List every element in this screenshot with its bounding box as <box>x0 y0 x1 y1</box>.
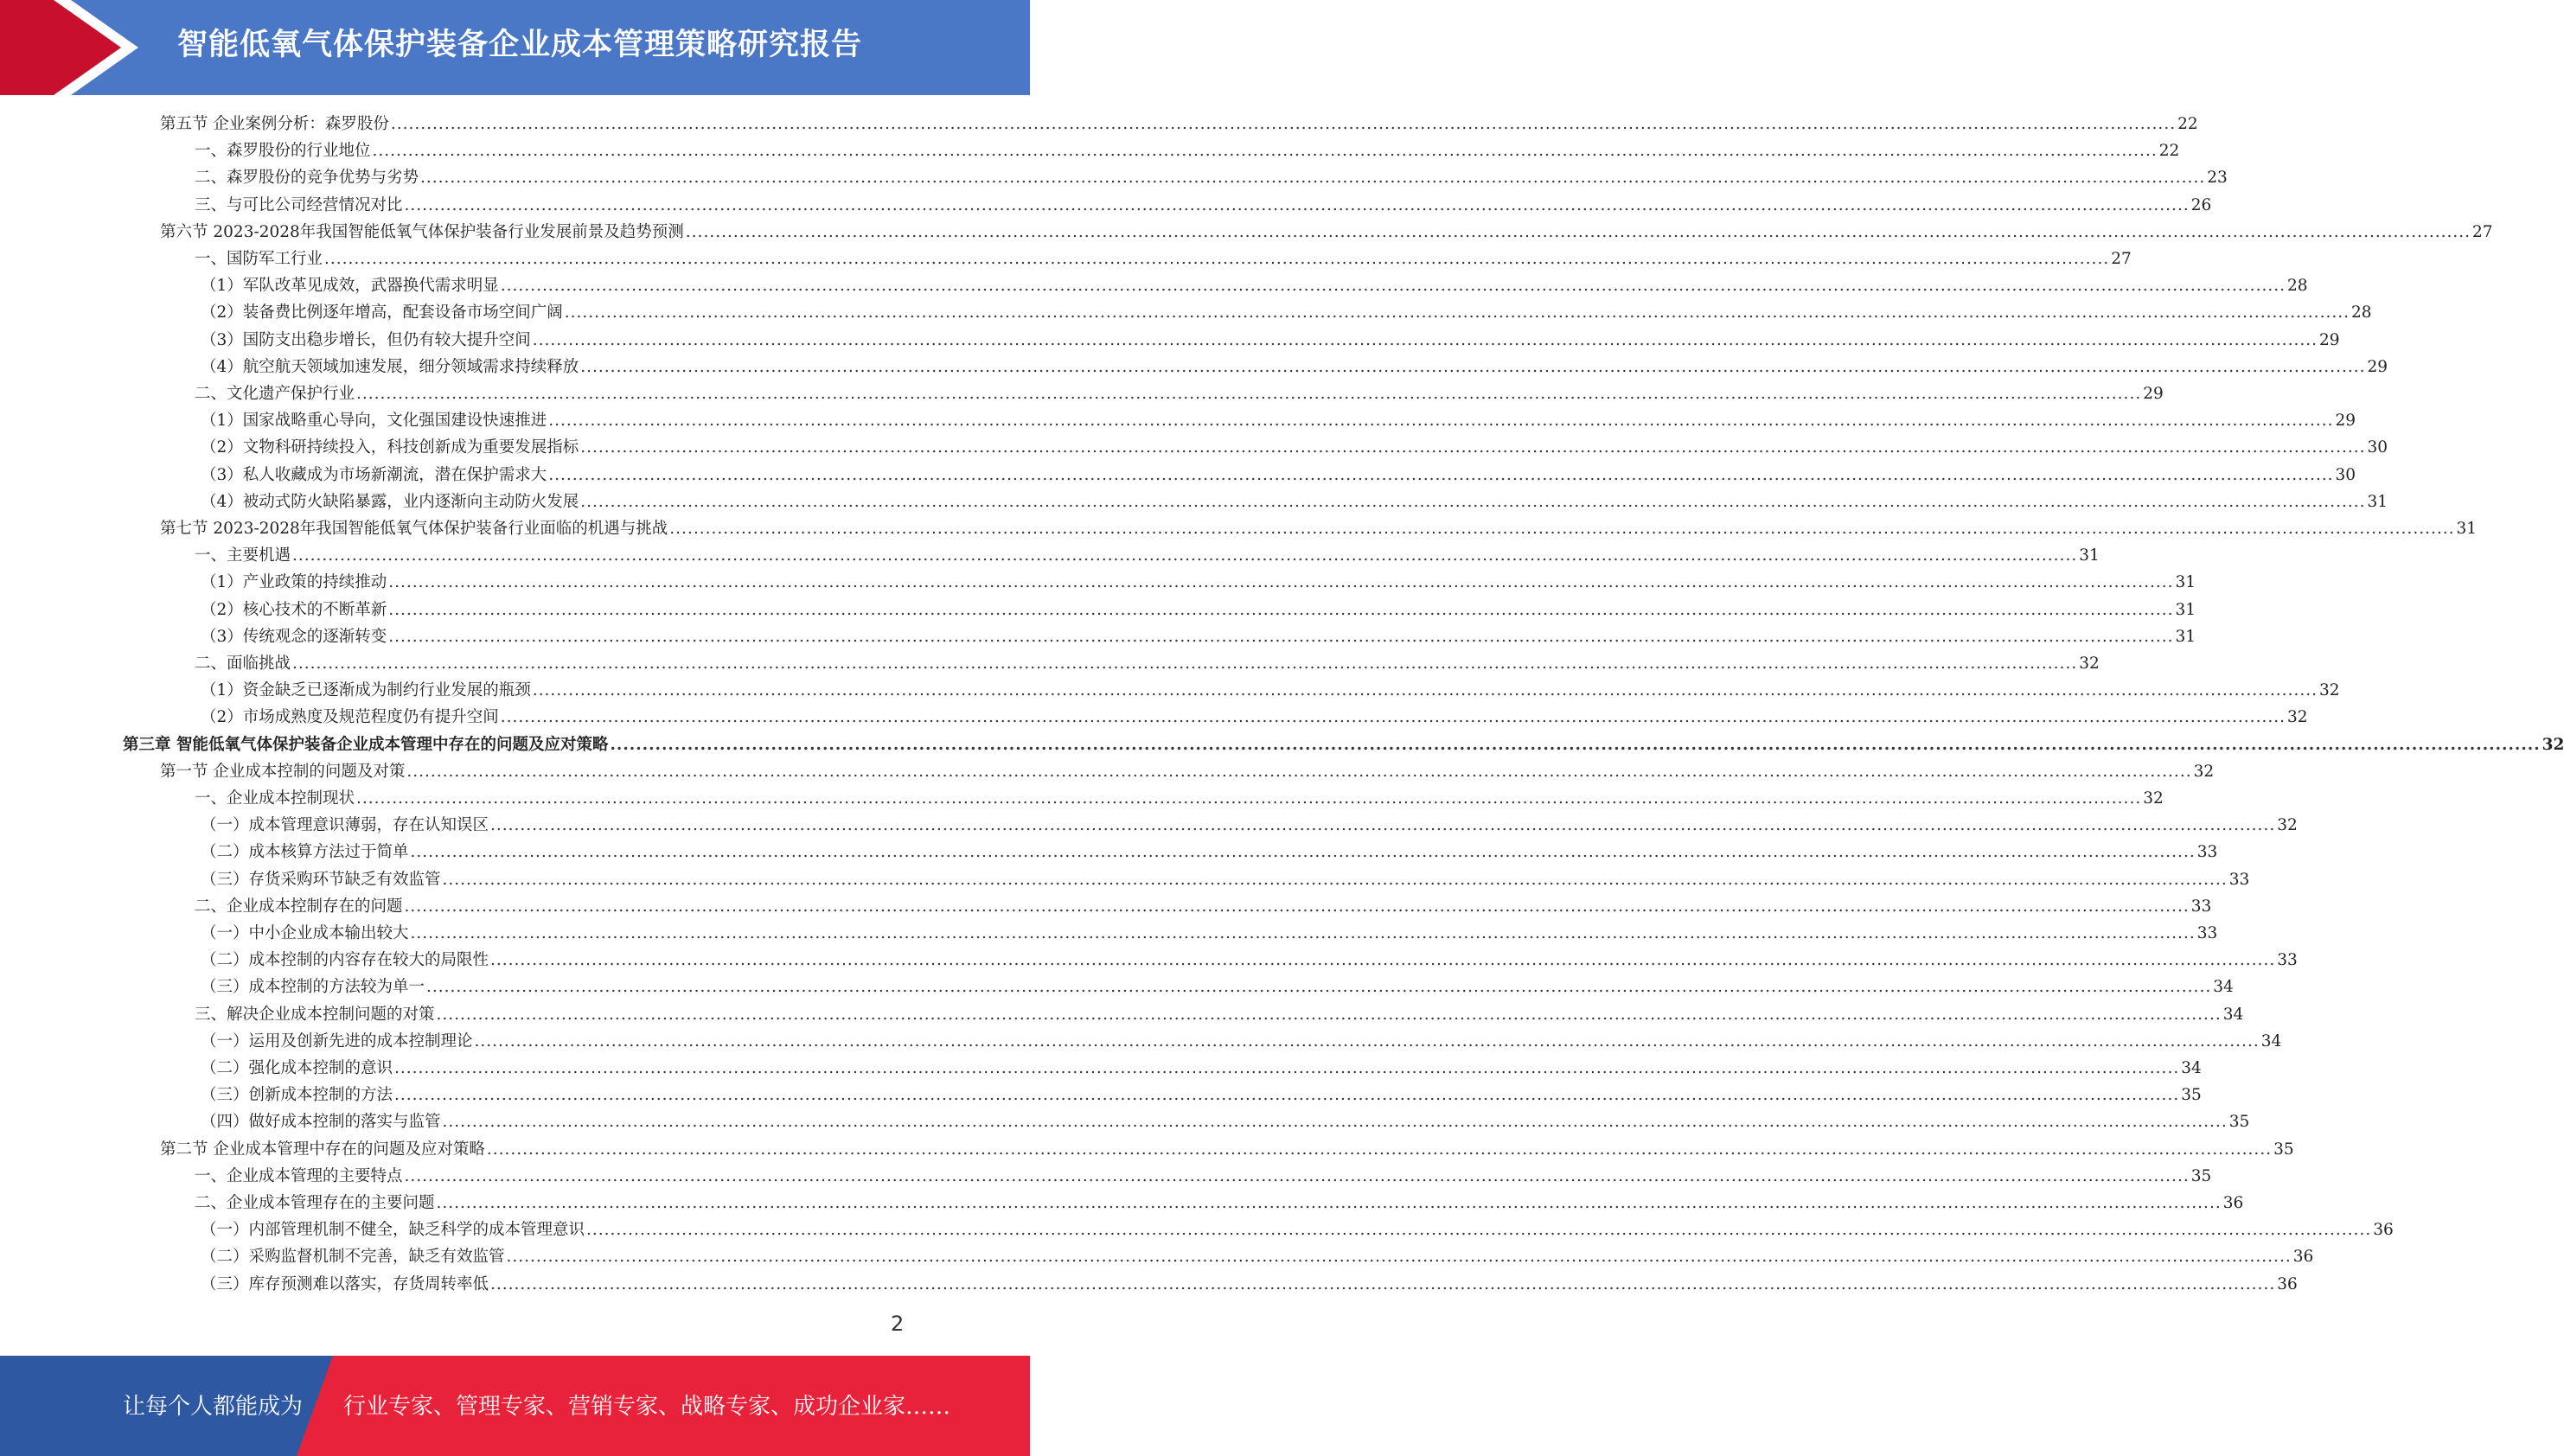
toc-entry-page: 34 <box>2260 1031 2282 1050</box>
toc-entry-page: 31 <box>2079 546 2100 565</box>
toc-entry-title: （3）传统观念的逐渐转变 <box>201 627 387 646</box>
toc-entry-title: （三）创新成本控制的方法 <box>201 1086 393 1105</box>
toc-entry-title: 第六节 2023-2028年我国智能低氧气体保护装备行业发展前景及趋势预测 <box>160 222 684 241</box>
toc-entry[interactable] <box>201 1243 2314 1270</box>
toc-entry-page: 34 <box>2181 1059 2202 1077</box>
toc-entry-title: （一）成本管理意识薄弱，存在认知误区 <box>201 816 489 835</box>
toc-entry-page: 33 <box>2190 897 2212 916</box>
toc-entry-page: 31 <box>2456 520 2478 538</box>
toc-entry[interactable] <box>160 1136 2294 1163</box>
toc-entry-title: 一、企业成本控制现状 <box>195 789 355 808</box>
header-red-chevron <box>0 0 128 95</box>
toc-leader-dots: ............................................................................................................................................................................................................................................................................................................ <box>442 1113 2228 1132</box>
toc-entry[interactable] <box>201 1217 2394 1243</box>
toc-entry-title: 一、企业成本管理的主要特点 <box>195 1166 403 1185</box>
toc-leader-dots: ............................................................................................................................................................................................................................................................................................................ <box>669 520 2455 538</box>
toc-entry[interactable] <box>201 974 2234 1000</box>
toc-leader-dots: ............................................................................................................................................................................................................................................................................................................ <box>500 277 2286 296</box>
toc-entry-page: 33 <box>2277 951 2298 970</box>
toc-entry-page: 29 <box>2143 385 2164 403</box>
toc-entry[interactable] <box>201 462 2356 489</box>
toc-entry-title: （三）成本控制的方法较为单一 <box>201 978 425 997</box>
toc-leader-dots: ............................................................................................................................................................................................................................................................................................................ <box>394 1059 2180 1077</box>
toc-entry[interactable] <box>201 677 2340 704</box>
toc-leader-dots: ............................................................................................................................................................................................................................................................................................................ <box>580 357 2366 376</box>
toc-leader-dots: ............................................................................................................................................................................................................................................................................................................ <box>490 1274 2276 1293</box>
toc-entry[interactable] <box>201 489 2388 515</box>
toc-entry-page: 35 <box>2273 1140 2294 1159</box>
toc-entry[interactable] <box>201 1028 2282 1055</box>
toc-leader-dots: ............................................................................................................................................................................................................................................................................................................ <box>388 627 2174 646</box>
toc-entry-title: 第三章 智能低氧气体保护装备企业成本管理中存在的问题及应对策略 <box>123 735 609 754</box>
toc-entry-title: 第五节 企业案例分析：森罗股份 <box>160 115 389 133</box>
toc-entry-page: 32 <box>2277 816 2298 835</box>
footer-slogan-right: 行业专家、管理专家、营销专家、战略专家、成功企业家…… <box>343 1394 951 1420</box>
toc-entry-page: 33 <box>2196 843 2218 862</box>
toc-entry[interactable] <box>201 407 2356 434</box>
toc-leader-dots: ............................................................................................................................................................................................................................................................................................................ <box>532 681 2318 700</box>
toc-leader-dots: ............................................................................................................................................................................................................................................................................................................ <box>548 412 2334 431</box>
toc-leader-dots: ............................................................................................................................................................................................................................................................................................................ <box>490 951 2276 970</box>
toc-entry[interactable] <box>201 1108 2250 1135</box>
toc-entry-title: 二、文化遗产保护行业 <box>195 385 355 403</box>
toc-entry-page: 36 <box>2277 1274 2298 1293</box>
toc-leader-dots: ............................................................................................................................................................................................................................................................................................................ <box>394 1086 2180 1105</box>
toc-entry-title: （1）国家战略重心导向，文化强国建设快速推进 <box>201 412 547 431</box>
footer-slogan-left: 让每个人都能成为 <box>123 1394 304 1420</box>
toc-entry[interactable] <box>201 947 2298 974</box>
toc-entry-title: （二）采购监督机制不完善，缺乏有效监管 <box>201 1248 505 1267</box>
toc-leader-dots: ............................................................................................................................................................................................................................................................................................................ <box>580 492 2366 511</box>
toc-leader-dots: ............................................................................................................................................................................................................................................................................................................ <box>426 978 2212 997</box>
toc-entry-title: （4）被动式防火缺陷暴露，业内逐渐向主动防火发展 <box>201 492 579 511</box>
toc-leader-dots: ............................................................................................................................................................................................................................................................................................................ <box>410 843 2196 862</box>
toc-entry-title: （3）私人收藏成为市场新潮流，潜在保护需求大 <box>201 465 547 484</box>
toc-entry[interactable] <box>123 731 2564 758</box>
toc-entry[interactable] <box>201 866 2250 893</box>
toc-entry-title: 第一节 企业成本控制的问题及对策 <box>160 762 406 781</box>
toc-entry-page: 33 <box>2228 870 2250 889</box>
toc-entry-page: 36 <box>2373 1221 2394 1240</box>
toc-entry-title: （三）库存预测难以落实，存货周转率低 <box>201 1274 489 1293</box>
toc-entry-page: 35 <box>2190 1166 2212 1185</box>
toc-entry[interactable] <box>201 272 2308 299</box>
toc-entry[interactable] <box>195 1001 2244 1028</box>
toc-entry[interactable] <box>201 1055 2202 1082</box>
toc-entry[interactable] <box>160 219 2493 246</box>
toc-entry-page: 23 <box>2207 169 2228 188</box>
toc-entry-page: 32 <box>2542 735 2564 754</box>
toc-leader-dots: ............................................................................................................................................................................................................................................................................................................ <box>292 546 2078 565</box>
toc-entry[interactable] <box>160 758 2215 785</box>
toc-entry[interactable] <box>201 920 2218 947</box>
toc-entry-page: 22 <box>2177 115 2198 133</box>
toc-leader-dots: ............................................................................................................................................................................................................................................................................................................ <box>404 195 2190 214</box>
toc-leader-dots: ............................................................................................................................................................................................................................................................................................................ <box>356 789 2142 808</box>
toc-entry[interactable] <box>201 569 2196 596</box>
toc-entry[interactable] <box>195 380 2164 407</box>
toc-entry[interactable] <box>195 246 2132 272</box>
toc-entry-page: 35 <box>2181 1086 2202 1105</box>
toc-entry-page: 29 <box>2335 412 2356 431</box>
toc-entry-title: （2）装备费比例逐年增高，配套设备市场空间广阔 <box>201 303 563 322</box>
toc-entry-title: （一）内部管理机制不健全，缺乏科学的成本管理意识 <box>201 1221 585 1240</box>
toc-leader-dots: ............................................................................................................................................................................................................................................................................................................ <box>548 465 2334 484</box>
toc-leader-dots: ............................................................................................................................................................................................................................................................................................................ <box>506 1248 2292 1267</box>
toc-entry[interactable] <box>195 785 2164 812</box>
toc-entry[interactable] <box>201 1082 2202 1108</box>
toc-entry-page: 31 <box>2367 492 2388 511</box>
toc-leader-dots: ............................................................................................................................................................................................................................................................................................................ <box>390 115 2177 133</box>
toc-entry-title: （3）国防支出稳步增长，但仍有较大提升空间 <box>201 330 531 349</box>
toc-entry[interactable] <box>195 893 2212 920</box>
toc-entry[interactable] <box>195 650 2100 677</box>
toc-entry-page: 32 <box>2143 789 2164 808</box>
toc-entry[interactable] <box>201 704 2308 731</box>
toc-entry-page: 31 <box>2175 627 2196 646</box>
toc-entry-page: 34 <box>2222 1005 2244 1024</box>
toc-entry-title: （1）产业政策的持续推动 <box>201 573 387 592</box>
toc-entry-title: （一）中小企业成本输出较大 <box>201 924 409 942</box>
toc-entry[interactable] <box>195 542 2100 569</box>
toc-leader-dots: ............................................................................................................................................................................................................................................................................................................ <box>404 897 2190 916</box>
toc-leader-dots: ............................................................................................................................................................................................................................................................................................................ <box>406 762 2192 781</box>
toc-leader-dots: ............................................................................................................................................................................................................................................................................................................ <box>580 438 2366 457</box>
toc-entry-title: （四）做好成本控制的落实与监管 <box>201 1113 441 1132</box>
toc-entry-page: 36 <box>2222 1194 2244 1212</box>
toc-entry-title: （一）运用及创新先进的成本控制理论 <box>201 1031 473 1050</box>
toc-entry-page: 22 <box>2158 142 2180 161</box>
toc-leader-dots: ............................................................................................................................................................................................................................................................................................................ <box>356 385 2142 403</box>
toc-entry[interactable] <box>201 299 2372 326</box>
toc-entry[interactable] <box>201 327 2340 354</box>
toc-leader-dots: ............................................................................................................................................................................................................................................................................................................ <box>436 1194 2222 1212</box>
toc-leader-dots: ............................................................................................................................................................................................................................................................................................................ <box>532 330 2318 349</box>
toc-entry-title: （2）文物科研持续投入，科技创新成为重要发展指标 <box>201 438 579 457</box>
toc-entry-title: 一、森罗股份的行业地位 <box>195 142 371 161</box>
toc-entry-title: （二）成本核算方法过于简单 <box>201 843 409 862</box>
toc-entry[interactable] <box>160 111 2198 137</box>
toc-leader-dots: ............................................................................................................................................................................................................................................................................................................ <box>410 924 2196 942</box>
toc-entry-title: 二、企业成本控制存在的问题 <box>195 897 403 916</box>
toc-entry[interactable] <box>201 597 2196 623</box>
toc-entry-title: 一、国防军工行业 <box>195 250 323 268</box>
toc-entry[interactable] <box>195 1190 2244 1217</box>
toc-entry-title: （2）市场成熟度及规范程度仍有提升空间 <box>201 708 499 727</box>
toc-entry-title: 第七节 2023-2028年我国智能低氧气体保护装备行业面临的机遇与挑战 <box>160 520 668 538</box>
toc-leader-dots: ............................................................................................................................................................................................................................................................................................................ <box>292 655 2078 673</box>
toc-entry-page: 28 <box>2286 277 2308 296</box>
toc-entry-page: 31 <box>2175 600 2196 619</box>
toc-entry-page: 31 <box>2175 573 2196 592</box>
toc-entry[interactable] <box>201 839 2218 865</box>
toc-entry-title: （三）存货采购环节缺乏有效监管 <box>201 870 441 889</box>
toc-entry-title: 二、面临挑战 <box>195 655 291 673</box>
toc-entry-title: 一、主要机遇 <box>195 546 291 565</box>
toc-leader-dots: ............................................................................................................................................................................................................................................................................................................ <box>404 1166 2190 1185</box>
page-footer <box>0 1356 1030 1456</box>
page-header <box>0 0 1030 95</box>
toc-leader-dots: ............................................................................................................................................................................................................................................................................................................ <box>442 870 2228 889</box>
toc-entry-page: 27 <box>2471 222 2493 241</box>
toc-leader-dots: ............................................................................................................................................................................................................................................................................................................ <box>388 573 2174 592</box>
toc-entry-title: （1）资金缺乏已逐渐成为制约行业发展的瓶颈 <box>201 681 531 700</box>
toc-leader-dots: ............................................................................................................................................................................................................................................................................................................ <box>586 1221 2372 1240</box>
toc-entry[interactable] <box>195 137 2180 164</box>
toc-entry[interactable] <box>201 434 2388 461</box>
toc-entry-title: （2）核心技术的不断革新 <box>201 600 387 619</box>
toc-entry[interactable] <box>201 1271 2298 1298</box>
toc-entry-page: 29 <box>2367 357 2388 376</box>
toc-entry-title: 第二节 企业成本管理中存在的问题及应对策略 <box>160 1140 485 1159</box>
toc-entry-page: 32 <box>2286 708 2308 727</box>
toc-entry-title: （二）成本控制的内容存在较大的局限性 <box>201 951 489 970</box>
toc-entry[interactable] <box>201 354 2388 380</box>
toc-entry-page: 35 <box>2228 1113 2250 1132</box>
toc-entry-page: 33 <box>2196 924 2218 942</box>
toc-leader-dots: ............................................................................................................................................................................................................................................................................................................ <box>372 142 2158 161</box>
toc-entry-page: 36 <box>2292 1248 2314 1267</box>
toc-entry-page: 32 <box>2193 762 2215 781</box>
toc-entry-title: （1）军队改革见成效，武器换代需求明显 <box>201 277 499 296</box>
toc-entry-title: 三、与可比公司经营情况对比 <box>195 195 403 214</box>
toc-entry-page: 28 <box>2350 303 2372 322</box>
toc-entry[interactable] <box>160 515 2478 542</box>
toc-entry-page: 29 <box>2318 330 2340 349</box>
toc-entry-page: 30 <box>2335 465 2356 484</box>
report-title: 智能低氧气体保护装备企业成本管理策略研究报告 <box>177 28 863 62</box>
toc-entry[interactable] <box>195 164 2228 191</box>
toc-entry-page: 30 <box>2367 438 2388 457</box>
toc-entry-page: 32 <box>2079 655 2100 673</box>
toc-entry-title: （二）强化成本控制的意识 <box>201 1059 393 1077</box>
toc-leader-dots: ............................................................................................................................................................................................................................................................................................................ <box>564 303 2350 322</box>
toc-leader-dots: ............................................................................................................................................................................................................................................................................................................ <box>420 169 2206 188</box>
toc-entry[interactable] <box>195 192 2212 219</box>
toc-entry-title: 二、企业成本管理存在的主要问题 <box>195 1194 435 1212</box>
toc-entry-title: （4）航空航天领域加速发展，细分领域需求持续释放 <box>201 357 579 376</box>
toc-entry-title: 三、解决企业成本控制问题的对策 <box>195 1005 435 1024</box>
toc-leader-dots: ............................................................................................................................................................................................................................................................................................................ <box>500 708 2286 727</box>
page-number: 2 <box>891 1312 905 1336</box>
toc-entry-title: 二、森罗股份的竞争优势与劣势 <box>195 169 419 188</box>
toc-entry[interactable] <box>195 1163 2212 1190</box>
toc-leader-dots: ............................................................................................................................................................................................................................................................................................................ <box>474 1031 2260 1050</box>
toc-leader-dots: ............................................................................................................................................................................................................................................................................................................ <box>324 250 2110 268</box>
toc-entry-page: 32 <box>2318 681 2340 700</box>
toc-leader-dots: ............................................................................................................................................................................................................................................................................................................ <box>685 222 2471 241</box>
toc-entry-page: 27 <box>2111 250 2132 268</box>
toc-entry-page: 34 <box>2213 978 2234 997</box>
toc-leader-dots: ............................................................................................................................................................................................................................................................................................................ <box>436 1005 2222 1024</box>
toc-leader-dots: ............................................................................................................................................................................................................................................................................................................ <box>486 1140 2273 1159</box>
toc-entry[interactable] <box>201 623 2196 650</box>
toc-entry-page: 26 <box>2190 195 2212 214</box>
toc-entry[interactable] <box>201 812 2298 839</box>
toc-leader-dots: ............................................................................................................................................................................................................................................................................................................ <box>388 600 2174 619</box>
toc-leader-dots: ............................................................................................................................................................................................................................................................................................................ <box>490 816 2276 835</box>
toc-leader-dots: ............................................................................................................................................................................................................................................................................................................ <box>610 735 2541 754</box>
